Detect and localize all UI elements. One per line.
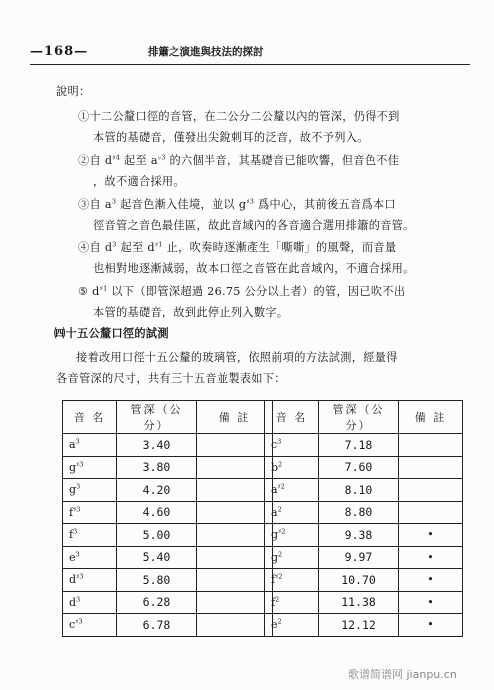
note-text: 也相對地逐漸減弱，故本口徑之音管在此音域內，不適合採用。 bbox=[93, 262, 415, 275]
note-1-line-1 bbox=[78, 108, 400, 124]
note-5-line-1 bbox=[78, 283, 405, 299]
pitch-octave: 3 bbox=[75, 437, 80, 446]
note-text: ②自 d bbox=[78, 154, 113, 167]
remark bbox=[197, 479, 273, 502]
header-name: 音 名 bbox=[63, 401, 117, 434]
remark bbox=[197, 434, 273, 457]
section-text-line-2: 各音管深的尺寸，共有三十五音並製表如下： bbox=[56, 372, 286, 385]
table-row bbox=[63, 614, 273, 637]
pitch-octave: 3 bbox=[73, 527, 78, 536]
pitch-letter: g bbox=[271, 550, 279, 564]
section-heading: ㈣十五公釐口徑的試測 bbox=[54, 326, 169, 340]
pipe-depth: 12.12 bbox=[319, 614, 399, 637]
pitch-letter: a bbox=[69, 438, 76, 452]
pitch-octave: 3 bbox=[76, 595, 81, 604]
pitch-letter: g bbox=[69, 483, 77, 497]
pitch-name bbox=[265, 614, 319, 637]
depth-table-left bbox=[62, 400, 276, 637]
pitch-name bbox=[265, 479, 319, 502]
pitch-name bbox=[265, 546, 319, 569]
pitch-octave: ♯2 bbox=[275, 572, 283, 581]
pipe-depth: 3.40 bbox=[117, 434, 197, 457]
note-5-line-2 bbox=[93, 304, 288, 320]
remark: • bbox=[399, 569, 463, 592]
note-4-line-1 bbox=[78, 239, 396, 255]
note-text: ，故不適合採用。 bbox=[93, 175, 185, 188]
pipe-depth: 5.80 bbox=[117, 569, 197, 592]
note-3-line-1 bbox=[78, 196, 396, 212]
remark bbox=[399, 456, 463, 479]
pitch-name bbox=[265, 524, 319, 547]
pitch-octave: 2 bbox=[277, 617, 282, 626]
table-row bbox=[265, 524, 463, 547]
section-text-line-1: 接着改用口徑十五公釐的玻璃管，依照前項的方法試測，經量得 bbox=[76, 351, 398, 364]
pipe-depth: 7.18 bbox=[319, 434, 399, 457]
header-depth: 管深（公分） bbox=[117, 401, 197, 434]
pipe-depth: 5.00 bbox=[117, 524, 197, 547]
table-row bbox=[63, 479, 273, 502]
header-note: 備 註 bbox=[399, 401, 463, 434]
note-text: 本管的基礎音，僅發出尖銳刺耳的泛音，故不予列入。 bbox=[93, 131, 369, 144]
pipe-depth: 11.38 bbox=[319, 591, 399, 614]
remark bbox=[399, 501, 463, 524]
note-3-line-2 bbox=[93, 217, 415, 233]
note-text: ③自 a bbox=[78, 198, 112, 211]
pitch-letter: a bbox=[271, 505, 278, 519]
pipe-depth: 6.28 bbox=[117, 591, 197, 614]
pitch-octave: ♯2 bbox=[278, 527, 286, 536]
remark bbox=[399, 479, 463, 502]
pitch-name bbox=[63, 569, 117, 592]
intro-label: 說明： bbox=[56, 85, 91, 98]
note-2-line-2 bbox=[93, 173, 185, 189]
remark bbox=[197, 569, 276, 592]
remark bbox=[399, 434, 463, 457]
depth-table-right bbox=[264, 400, 463, 637]
pitch-octave: 2 bbox=[277, 505, 282, 514]
pitch-letter: f bbox=[69, 528, 74, 542]
table-row bbox=[265, 479, 463, 502]
table-row bbox=[63, 569, 273, 592]
header-rule bbox=[30, 64, 470, 65]
pitch-letter: g bbox=[271, 528, 279, 542]
note-text: 起至 d bbox=[116, 241, 155, 254]
remark: • bbox=[399, 614, 463, 637]
table-row bbox=[265, 614, 463, 637]
pitch-letter: f bbox=[69, 505, 74, 519]
pitch-octave: ♯3 bbox=[75, 617, 83, 626]
pitch-octave: ♯3 bbox=[73, 505, 81, 514]
note-superscript: ♯3 bbox=[246, 197, 255, 206]
pipe-depth: 4.60 bbox=[117, 501, 197, 524]
remark: • bbox=[399, 591, 463, 614]
table-row bbox=[63, 434, 273, 457]
note-superscript: ♯4 bbox=[112, 153, 121, 162]
table-row bbox=[63, 591, 273, 614]
pitch-octave: 2 bbox=[278, 550, 283, 559]
pitch-letter: f bbox=[271, 573, 276, 587]
table-row bbox=[265, 591, 463, 614]
remark: • bbox=[399, 524, 463, 547]
pitch-name bbox=[265, 591, 319, 614]
pitch-letter: e bbox=[69, 550, 76, 564]
pitch-octave: ♯3 bbox=[76, 572, 84, 581]
pitch-name bbox=[63, 434, 117, 457]
note-text: 起音色漸入佳境，並以 g bbox=[116, 198, 247, 211]
watermark: 歌谱简谱网 jianpu.cn bbox=[348, 668, 457, 681]
pitch-octave: 3 bbox=[75, 550, 80, 559]
pitch-letter: a bbox=[271, 483, 278, 497]
pitch-name bbox=[63, 524, 117, 547]
pitch-letter: c bbox=[271, 438, 278, 452]
pipe-depth: 4.20 bbox=[117, 479, 197, 502]
note-2-line-1 bbox=[78, 152, 399, 168]
pitch-letter: c bbox=[69, 618, 76, 632]
page-number: —168— bbox=[30, 44, 89, 59]
pitch-name bbox=[265, 434, 319, 457]
pitch-name bbox=[63, 546, 117, 569]
pitch-name bbox=[63, 501, 117, 524]
pipe-depth: 9.38 bbox=[319, 524, 399, 547]
note-superscript: 3 bbox=[112, 240, 117, 249]
pipe-depth: 10.70 bbox=[319, 569, 399, 592]
note-text: 以下（即管深超過 26.75 公分以上者）的管，因已吹不出 bbox=[107, 285, 406, 298]
pipe-depth: 7.60 bbox=[319, 456, 399, 479]
pitch-octave: ♯2 bbox=[277, 482, 285, 491]
header-name: 音 名 bbox=[265, 401, 319, 434]
note-text: 徑音管之音色最佳區，故此音域內的各音適合選用排簫的音管。 bbox=[93, 219, 415, 232]
remark: • bbox=[399, 546, 463, 569]
pitch-name bbox=[63, 614, 117, 637]
pipe-depth: 8.10 bbox=[319, 479, 399, 502]
pitch-letter: g bbox=[69, 460, 77, 474]
note-text: 起至 a bbox=[120, 154, 158, 167]
pitch-name bbox=[265, 456, 319, 479]
note-4-line-2 bbox=[93, 260, 415, 276]
pitch-octave: ♯3 bbox=[76, 460, 84, 469]
note-text: ④自 d bbox=[78, 241, 113, 254]
remark bbox=[197, 614, 273, 637]
pitch-octave: 2 bbox=[275, 595, 280, 604]
table-row bbox=[265, 501, 463, 524]
table-row bbox=[265, 546, 463, 569]
note-superscript: ♯1 bbox=[99, 284, 108, 293]
note-text: 止，吹奏時逐漸產生「嘶嘶」的風聲，而音量 bbox=[162, 241, 397, 254]
pitch-name bbox=[63, 456, 117, 479]
pitch-letter: d bbox=[69, 573, 77, 587]
table-row bbox=[63, 524, 273, 547]
table-row bbox=[265, 434, 463, 457]
pitch-letter: e bbox=[271, 618, 278, 632]
pitch-octave: 2 bbox=[278, 460, 283, 469]
note-text: ⑤ d bbox=[78, 285, 100, 298]
pitch-name bbox=[265, 569, 319, 592]
table-row bbox=[265, 569, 463, 592]
header-depth: 管深（公分） bbox=[319, 401, 399, 434]
header-note: 備 註 bbox=[197, 401, 273, 434]
remark bbox=[197, 501, 273, 524]
pipe-depth: 8.80 bbox=[319, 501, 399, 524]
pipe-depth: 6.78 bbox=[117, 614, 197, 637]
page-header bbox=[30, 44, 470, 62]
table-row bbox=[63, 456, 273, 479]
note-1-line-2 bbox=[93, 129, 369, 145]
note-superscript: ♯1 bbox=[154, 240, 163, 249]
note-superscript: ♭3 bbox=[157, 153, 166, 162]
table-row bbox=[63, 546, 273, 569]
remark bbox=[197, 456, 273, 479]
note-text: 的六個半音，其基礎音已能吹響，但音色不佳 bbox=[165, 154, 400, 167]
pitch-octave: 3 bbox=[277, 437, 282, 446]
pipe-depth: 9.97 bbox=[319, 546, 399, 569]
pitch-name bbox=[63, 479, 117, 502]
pitch-letter: b bbox=[271, 460, 279, 474]
pitch-octave: 3 bbox=[76, 482, 81, 491]
note-text: ①十二公釐口徑的音管，在二公分二公釐以內的管深，仍得不到 bbox=[78, 110, 400, 123]
remark bbox=[197, 546, 273, 569]
pitch-name bbox=[63, 591, 117, 614]
table-row bbox=[63, 501, 273, 524]
table-row bbox=[265, 456, 463, 479]
remark bbox=[197, 591, 276, 614]
pitch-letter: d bbox=[69, 595, 77, 609]
pitch-name bbox=[265, 501, 319, 524]
pitch-letter: f bbox=[271, 595, 276, 609]
pipe-depth: 3.80 bbox=[117, 456, 197, 479]
remark bbox=[197, 524, 273, 547]
note-superscript: 3 bbox=[111, 197, 117, 206]
pipe-depth: 5.40 bbox=[117, 546, 197, 569]
note-text: 爲中心，其前後五音爲本口 bbox=[254, 198, 396, 211]
note-text: 本管的基礎音，故到此停止列入數字。 bbox=[93, 306, 289, 319]
running-title: 排簫之演進與技法的探討 bbox=[148, 46, 264, 58]
